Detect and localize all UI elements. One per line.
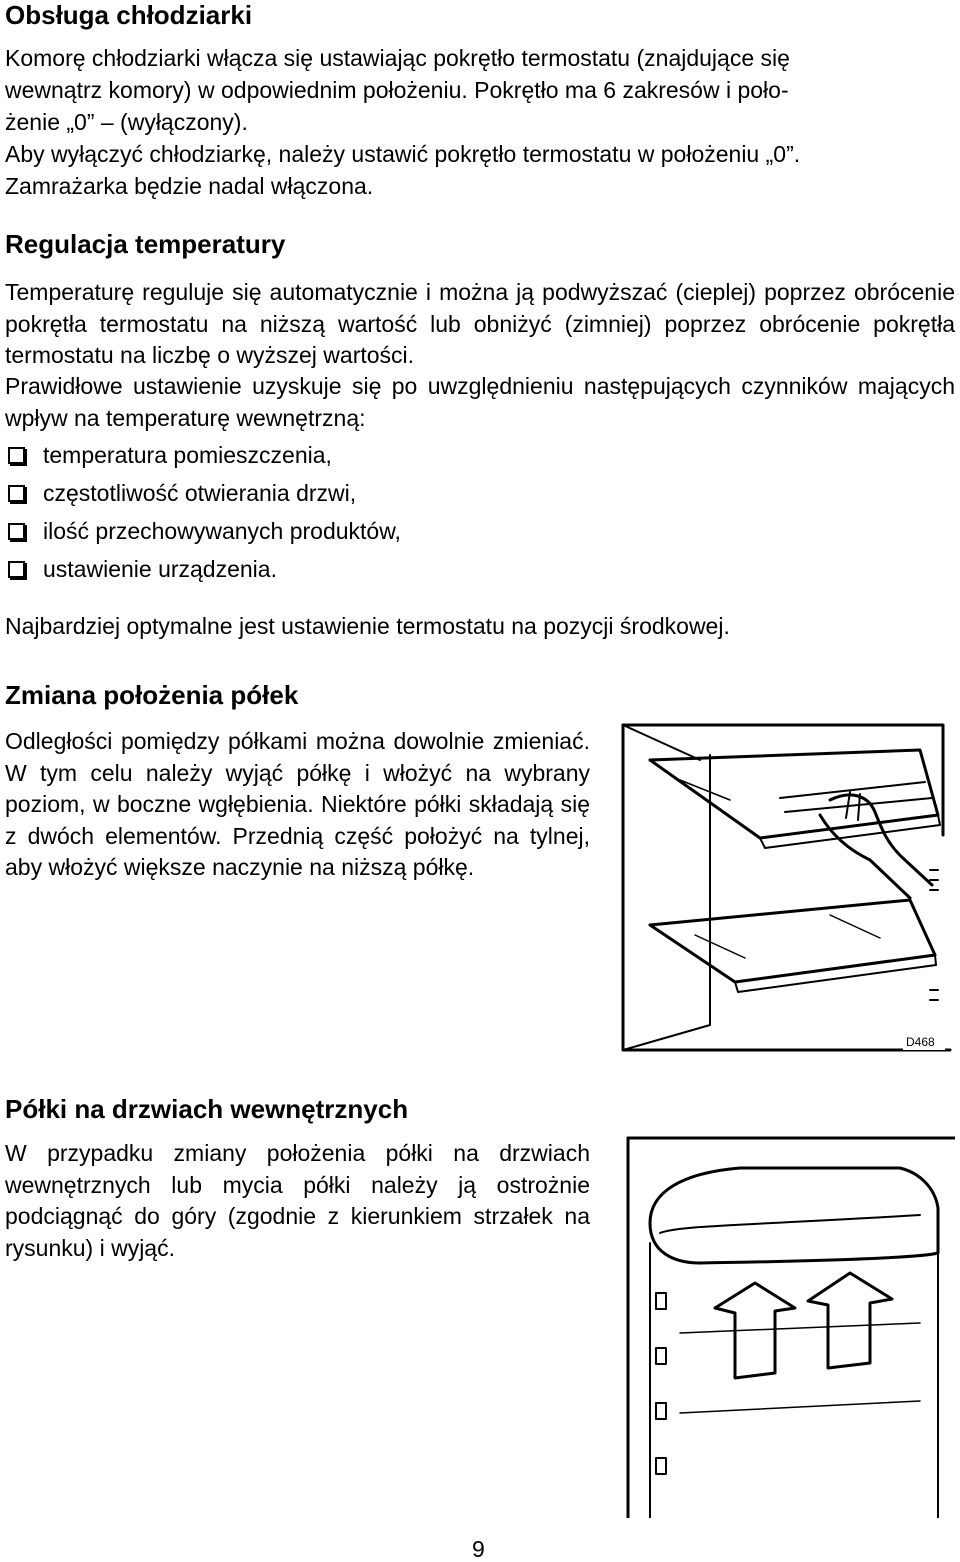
text-line: Aby wyłączyć chłodziarkę, należy ustawić pokrętło termostatu w położeniu „0”. (5, 141, 801, 167)
checkbox-bullet-icon (8, 523, 25, 540)
text-line: wewnątrz komory) w odpowiednim położeniu. Pokrętło ma 6 zakresów i poło- (5, 77, 789, 103)
text-line: Zamrażarka będzie nadal włączona. (5, 173, 374, 199)
note-text: Najbardziej optymalne jest ustawienie termostatu na pozycji środkowej. (5, 613, 730, 639)
page-number: 9 (472, 1536, 485, 1562)
list-item: częstotliwość otwierania drzwi, (8, 478, 356, 510)
text-line: Komorę chłodziarki włącza się ustawiając pokrętło termostatu (znajdujące się (5, 45, 790, 71)
checkbox-bullet-icon (8, 485, 25, 502)
figure-code: D468 (906, 1035, 935, 1049)
list-item: ilość przechowywanych produktów, (8, 516, 401, 548)
shelf-hand-figure (620, 720, 955, 1055)
section-title-door-shelves: Półki na drzwiach wewnętrznych (5, 1094, 409, 1124)
paragraph: Odległości pomiędzy półkami można dowolnie zmieniać. W tym celu należy wyjąć półkę i włożyć na wybrany poziom, w boczne wgłębienia. Niektóre półki składają się z dwóch elementów. Przednią część położyć na tylnej, aby włożyć większe naczynie na niższą półkę. (5, 728, 590, 880)
text-line: żenie „0” – (wyłączony). (5, 109, 248, 135)
paragraph: Prawidłowe ustawienie uzyskuje się po uwzględnieniu następujących czynników mających wpływ na temperaturę wewnętrzną: (5, 373, 955, 431)
checkbox-bullet-icon (8, 561, 25, 578)
paragraph: W przypadku zmiany położenia półki na drzwiach wewnętrznych lub mycia półki należy ją ostrożnie podciągnąć do góry (zgodnie z kierunkiem strzałek na rysunku) i wyjąć. (5, 1140, 590, 1261)
checkbox-bullet-icon (8, 447, 25, 464)
list-item: ustawienie urządzenia. (8, 554, 277, 586)
section-title-temperature: Regulacja temperatury (5, 229, 286, 259)
door-shelf-figure (620, 1133, 955, 1518)
section-title-shelves: Zmiana położenia półek (5, 680, 299, 710)
list-item: temperatura pomieszczenia, (8, 440, 332, 472)
paragraph: Temperaturę reguluje się automatycznie i można ją podwyższać (cieplej) poprzez obrócenie pokrętła termostatu na niższą wartość lub obniżyć (zimniej) poprzez obrócenie pokrętła termostatu na liczbę o wyższej wartości. (5, 279, 955, 368)
section-title-fridge-operation: Obsługa chłodziarki (5, 0, 253, 30)
